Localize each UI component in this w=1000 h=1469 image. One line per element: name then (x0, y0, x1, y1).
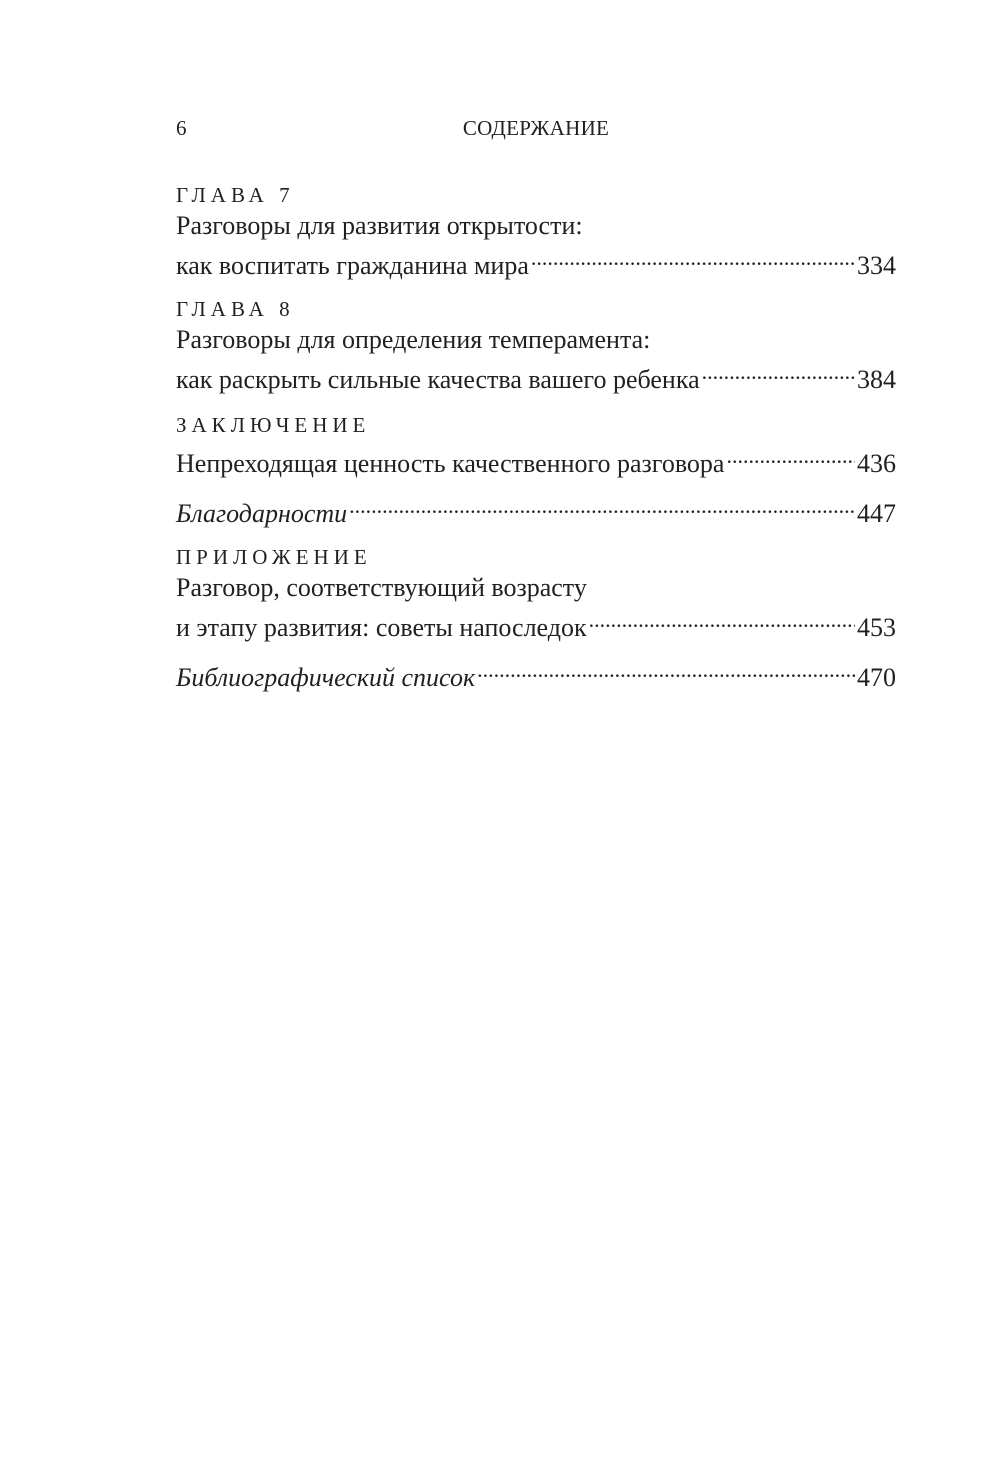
bibliography-page-number: 470 (857, 663, 896, 692)
bibliography-entry[interactable] (176, 654, 896, 692)
bibliography-title: Библиографический список (176, 663, 476, 692)
appendix-label: ПРИЛОЖЕНИЕ (176, 545, 372, 569)
toc-section-chapter-7 (176, 180, 896, 280)
conclusion-entry[interactable] (176, 440, 896, 478)
chapter-8-page-number: 384 (857, 365, 896, 394)
toc-section-bibliography (176, 654, 896, 692)
dot-leader (726, 440, 855, 472)
dot-leader (349, 490, 855, 522)
conclusion-label: ЗАКЛЮЧЕНИЕ (176, 413, 371, 437)
acknowledgements-entry[interactable] (176, 490, 896, 528)
running-head (176, 112, 896, 144)
dot-leader (702, 356, 855, 388)
appendix-entry[interactable] (176, 604, 896, 642)
toc-section-acknowledgements (176, 490, 896, 528)
dot-leader (531, 242, 855, 274)
dot-leader (589, 604, 855, 636)
running-title: СОДЕРЖАНИЕ (462, 116, 610, 140)
chapter-8-title-line-1: Разговоры для определения темперамента: (176, 325, 651, 354)
toc-section-chapter-8 (176, 294, 896, 394)
chapter-8-entry[interactable] (176, 356, 896, 394)
chapter-7-title-line-2: как воспитать гражданина мира (176, 251, 529, 280)
toc-section-conclusion (176, 410, 896, 478)
acknowledgements-page-number: 447 (857, 499, 896, 528)
chapter-8-label: ГЛАВА 8 (176, 297, 295, 321)
dot-leader (477, 654, 855, 686)
appendix-title-line-1: Разговор, соответствующий возрасту (176, 573, 587, 602)
conclusion-page-number: 436 (857, 449, 896, 478)
page-number: 6 (176, 116, 187, 140)
conclusion-title: Непреходящая ценность качественного разговора (176, 449, 725, 478)
table-of-contents (176, 180, 896, 692)
acknowledgements-title: Благодарности (176, 499, 348, 528)
chapter-7-title-line-1: Разговоры для развития открытости: (176, 211, 583, 240)
appendix-title-line-2: и этапу развития: советы напоследок (176, 613, 587, 642)
chapter-7-entry[interactable] (176, 242, 896, 280)
chapter-7-page-number: 334 (857, 251, 896, 280)
chapter-8-title-line-2: как раскрыть сильные качества вашего ребенка (176, 365, 700, 394)
chapter-7-label: ГЛАВА 7 (176, 183, 295, 207)
appendix-page-number: 453 (857, 613, 896, 642)
toc-section-appendix (176, 542, 896, 642)
